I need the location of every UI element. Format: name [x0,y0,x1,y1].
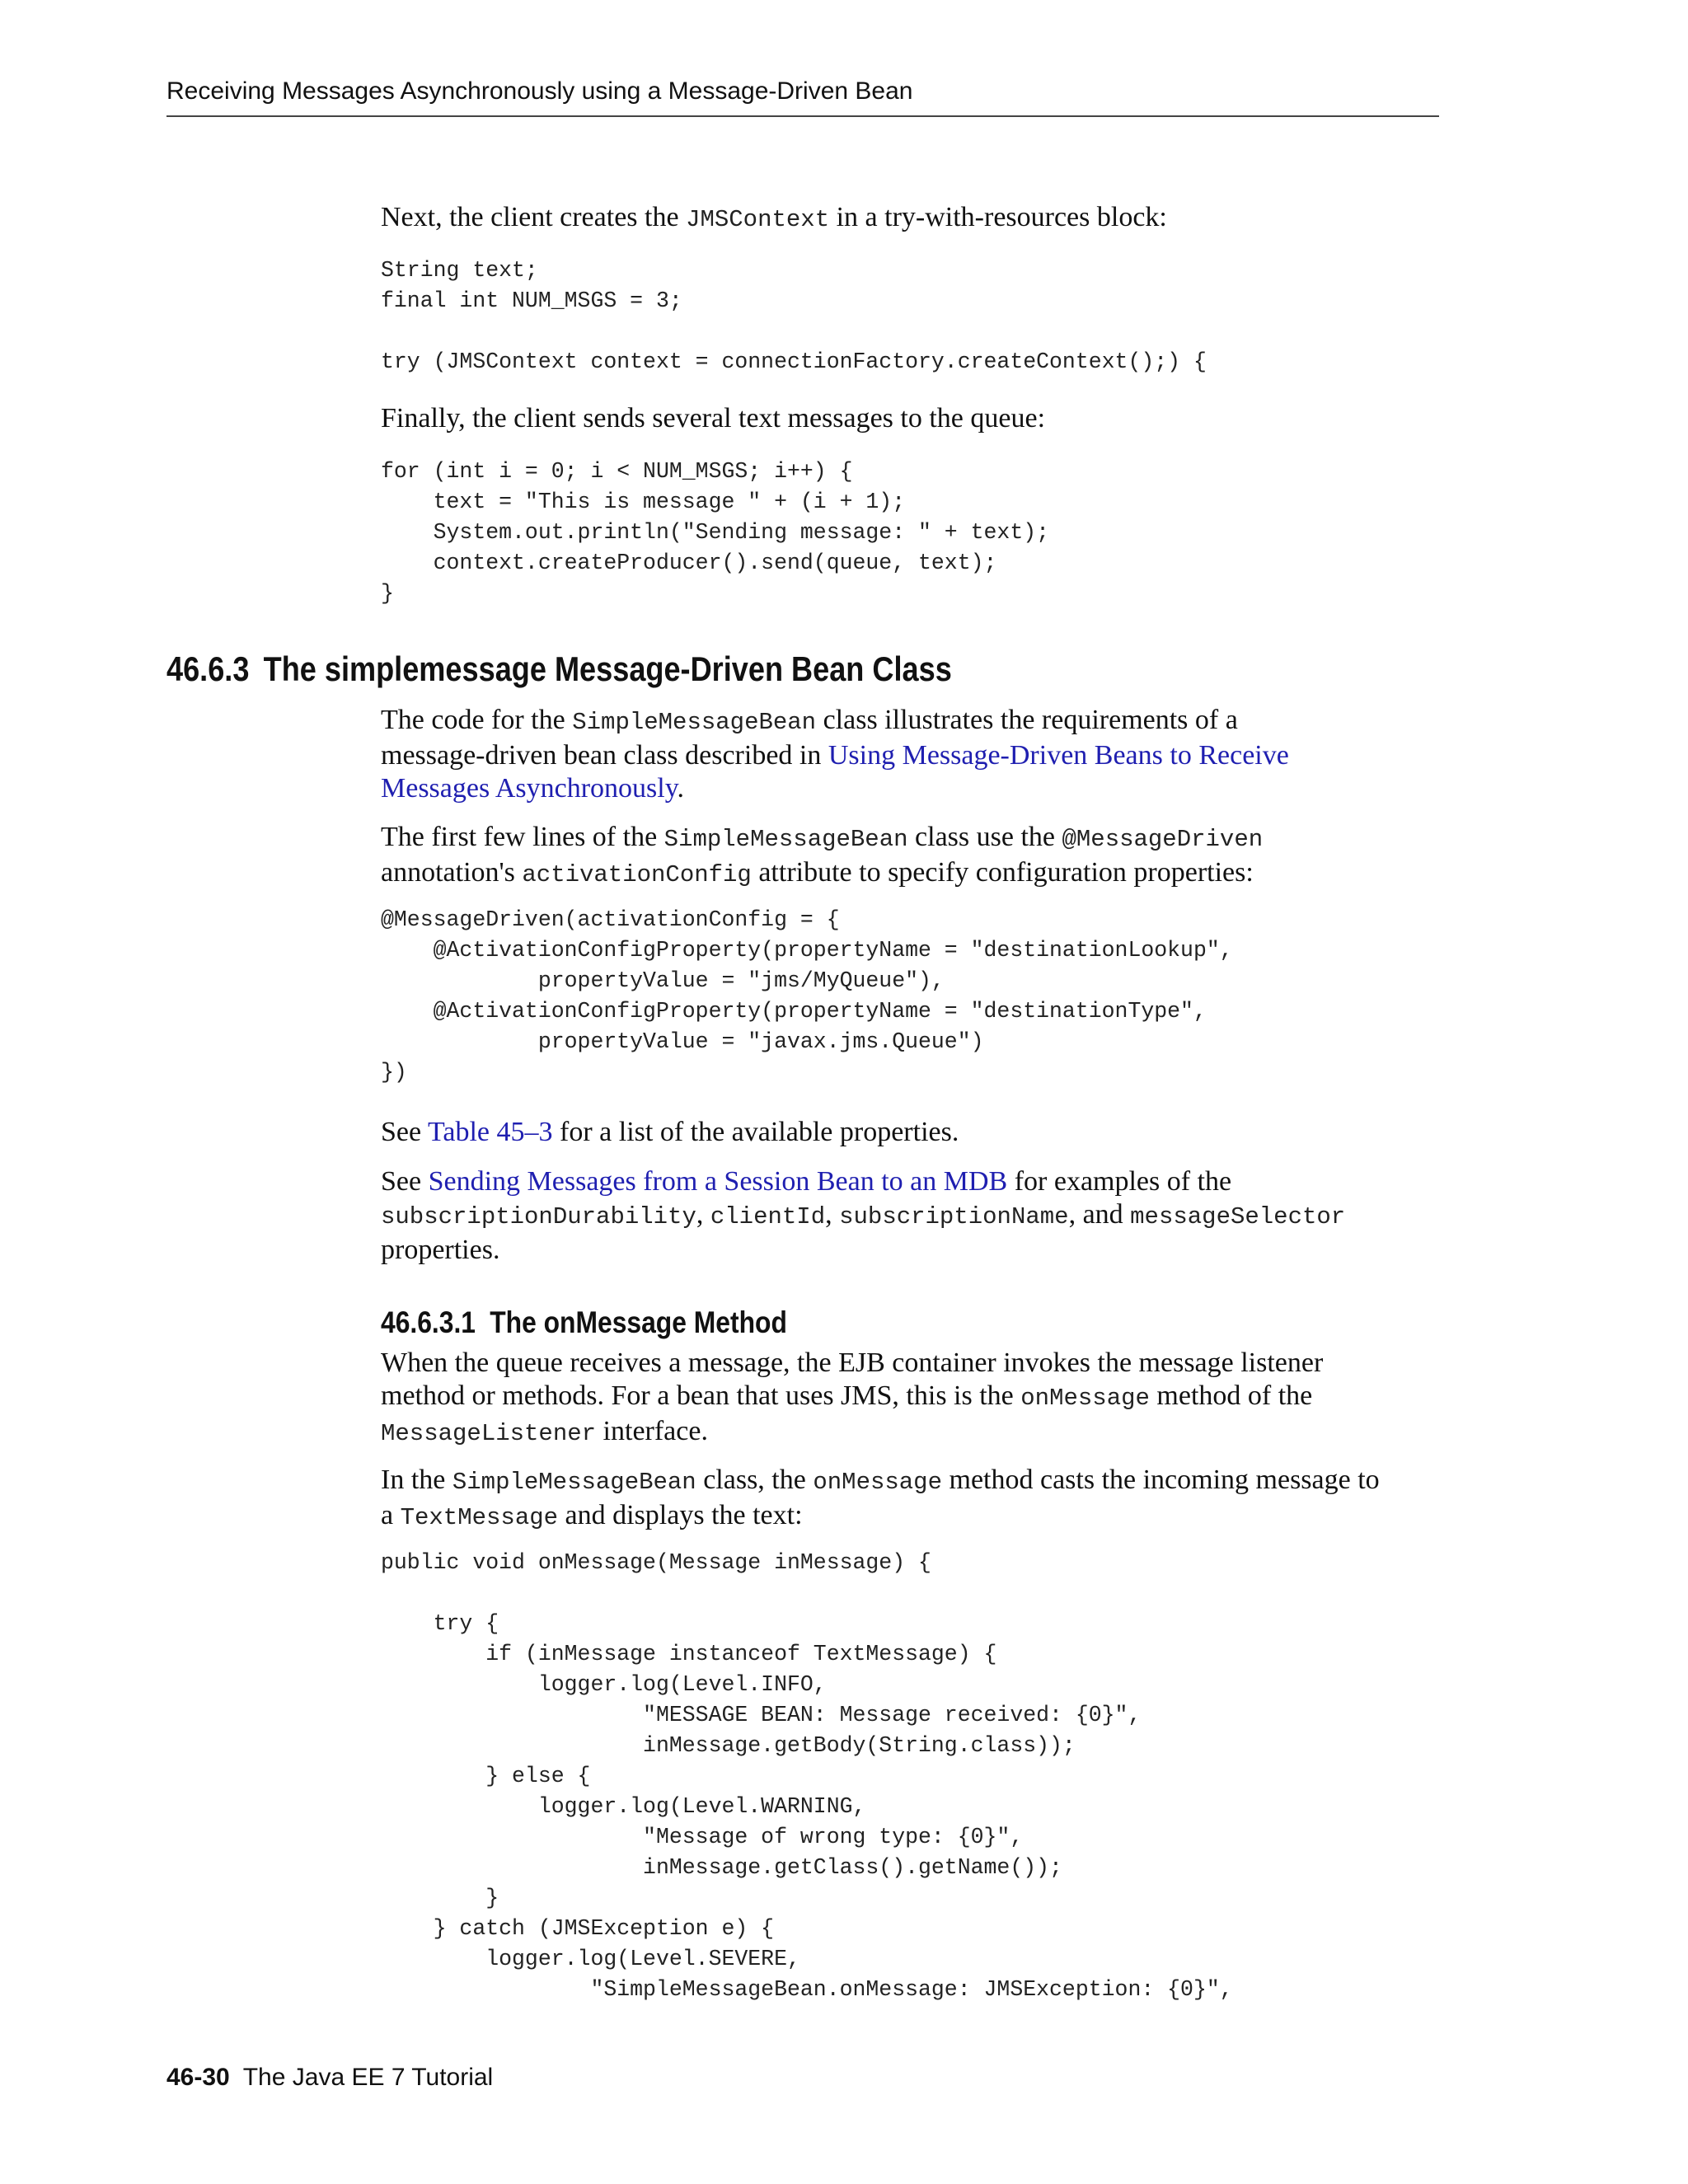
link-table-45-3[interactable]: Table 45–3 [427,1117,553,1147]
subsection-number: 46.6.3.1 [381,1305,476,1339]
text: interface. [596,1416,708,1446]
running-title: Receiving Messages Asynchronously using a Message-Driven Bean [166,77,913,105]
running-header [166,76,1439,117]
text: method of the [1149,1380,1313,1411]
inline-code: SimpleMessageBean [572,709,817,736]
subsection-title: The onMessage Method [490,1305,787,1339]
section-title: The simplemessage Message-Driven Bean Class [263,649,952,688]
inline-code: @MessageDriven [1062,826,1264,853]
text: See [381,1117,428,1147]
text: for a list of the available properties. [552,1117,959,1147]
text: class illustrates the requirements of a [816,705,1238,735]
inline-code: SimpleMessageBean [663,826,908,853]
text: method or methods. For a bean that uses JMS, this is the [381,1380,1021,1411]
inline-code: clientId [710,1203,826,1230]
inline-code: TextMessage [400,1504,559,1531]
code-block-send-loop: for (int i = 0; i < NUM_MSGS; i++) { text = "This is message " + (i + 1); System.out.println("Sending message: " + text); context.createProducer().send(queue, text); } [381,459,1050,606]
text: class use the [907,822,1062,852]
text: a [381,1500,401,1530]
text: . [677,773,684,804]
text: When the queue receives a message, the EJB container invokes the message listener [381,1347,1324,1378]
section-paragraph-3 [381,1116,959,1149]
text: Next, the client creates the [381,202,687,232]
subsection-paragraph-2 [381,1464,1380,1535]
inline-code: onMessage [813,1469,942,1496]
inline-code: onMessage [1020,1385,1150,1412]
inline-code: activationConfig [522,861,752,888]
section-paragraph-2 [381,821,1263,892]
inline-code: messageSelector [1130,1203,1346,1230]
link-using-mdb-cont[interactable]: Messages Asynchronously [381,773,678,804]
text: for examples of the [1007,1166,1232,1197]
text: method casts the incoming message to [942,1465,1380,1495]
section-paragraph-1 [381,704,1289,805]
code-block-onmessage: public void onMessage(Message inMessage) { try { if (inMessage instanceof TextMessage) { logger.log(Level.INFO, "MESSAGE BEAN: Message received: {0}", inMessage.getBody(String.class)); } else { logger.log(Level.WARNING, "Message of wrong type: {0}", inMessage.getClass().getName()); } } catch (JMSException e) { logger.log(Level.SEVERE, "SimpleMessageBean.onMessage: JMSException: {0}", [381,1550,1233,2002]
subsection-heading [381,1305,787,1340]
code-block-annotation: @MessageDriven(activationConfig = { @ActivationConfigProperty(propertyName = "destinationLookup", propertyValue = "jms/MyQueue"), @ActivationConfigProperty(propertyName = "destinationType", propertyValue = "javax.jms.Queue") }) [381,907,1233,1085]
text: properties. [381,1235,500,1265]
link-using-mdb[interactable]: Using Message-Driven Beans to Receive [828,740,1289,771]
text: , [825,1199,840,1230]
inline-code: SimpleMessageBean [452,1469,696,1496]
section-heading [166,649,952,689]
text: In the [381,1465,452,1495]
inline-code: MessageListener [381,1420,597,1447]
text: attribute to specify configuration properties: [751,857,1254,888]
section-number: 46.6.3 [166,649,250,688]
page-number: 46-30 [166,2064,230,2091]
section-paragraph-4 [381,1165,1345,1267]
inline-code: subscriptionName [839,1203,1069,1230]
intro-paragraph-2: Finally, the client sends several text messages to the queue: [381,403,1046,434]
link-sending-messages[interactable]: Sending Messages from a Session Bean to an MDB [428,1166,1008,1197]
inline-code: JMSContext [686,206,830,233]
inline-code: subscriptionDurability [381,1203,696,1230]
text: class, the [696,1465,814,1495]
code-block-context: String text; final int NUM_MSGS = 3; try (JMSContext context = connectionFactory.createContext();) { [381,258,1207,374]
text: , [696,1199,710,1230]
text: See [381,1166,429,1197]
text: in a try-with-resources block: [829,202,1167,232]
page-footer [166,2064,493,2092]
book-title: The Java EE 7 Tutorial [242,2064,494,2091]
subsection-paragraph-1 [381,1347,1323,1451]
text: message-driven bean class described in [381,740,828,771]
text: The code for the [381,705,573,735]
text: annotation's [381,857,523,888]
intro-paragraph-1 [381,201,1167,237]
text: and displays the text: [558,1500,803,1530]
text: , and [1068,1199,1131,1230]
text: The first few lines of the [381,822,664,852]
